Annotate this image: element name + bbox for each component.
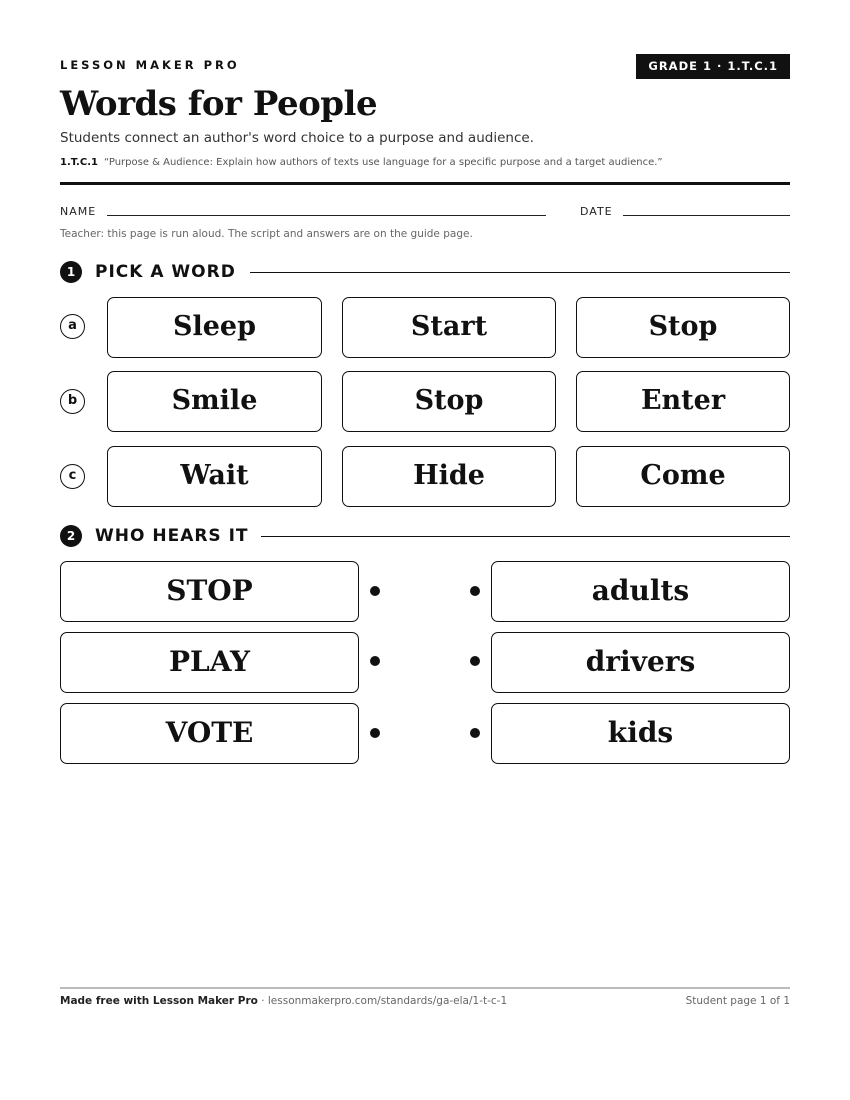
match-word-card: STOP [60,561,359,622]
word-card[interactable]: Stop [342,371,556,432]
row-letter-a: a [60,314,85,339]
match-word-card: VOTE [60,703,359,764]
footer-maker: Made free with Lesson Maker Pro [60,995,258,1007]
page-title: Words for People [60,84,378,124]
word-card[interactable]: Wait [107,446,322,507]
section-who-hears-it-header [60,524,790,548]
match-dot-left[interactable] [370,728,380,738]
name-field[interactable] [107,215,546,216]
footer-credit [60,995,507,1007]
audience-card: kids [491,703,790,764]
teacher-note: Teacher: this page is run aloud. The script and answers are on the guide page. [60,228,473,240]
footer-divider [60,987,790,989]
section-number-badge: 1 [60,261,82,283]
worksheet-page [60,0,790,1100]
match-dot-left[interactable] [370,656,380,666]
section-title: WHO HEARS IT [95,524,261,548]
standard-code: 1.T.C.1 [60,157,98,168]
date-field[interactable] [623,215,790,216]
section-number-badge: 2 [60,525,82,547]
section-rule [250,272,790,273]
match-dot-right[interactable] [470,728,480,738]
page-subtitle: Students connect an author's word choice to a purpose and audience. [60,130,534,146]
word-card[interactable]: Stop [576,297,790,358]
brand-name: LESSON MAKER PRO [60,58,240,72]
grade-badge: GRADE 1 · 1.T.C.1 [636,54,790,79]
section-title: PICK A WORD [95,260,248,284]
match-dot-right[interactable] [470,586,480,596]
word-card[interactable]: Enter [576,371,790,432]
name-label: NAME [60,205,97,218]
section-rule [261,536,790,537]
word-card[interactable]: Start [342,297,556,358]
header-divider [60,182,790,185]
row-letter-b: b [60,389,85,414]
standard-line [60,157,663,168]
section-pick-a-word-header [60,260,790,284]
match-word-card: PLAY [60,632,359,693]
match-dot-left[interactable] [370,586,380,596]
footer-page-number: Student page 1 of 1 [685,995,790,1007]
audience-card: adults [491,561,790,622]
word-card[interactable]: Come [576,446,790,507]
audience-card: drivers [491,632,790,693]
word-card[interactable]: Sleep [107,297,322,358]
word-card[interactable]: Hide [342,446,556,507]
row-letter-c: c [60,464,85,489]
word-card[interactable]: Smile [107,371,322,432]
standard-text: “Purpose & Audience: Explain how authors of texts use language for a specific purpose and a target audience.” [103,157,663,168]
match-dot-right[interactable] [470,656,480,666]
footer-url: · lessonmakerpro.com/standards/ga-ela/1-t-c-1 [257,995,508,1007]
date-label: DATE [580,205,613,218]
